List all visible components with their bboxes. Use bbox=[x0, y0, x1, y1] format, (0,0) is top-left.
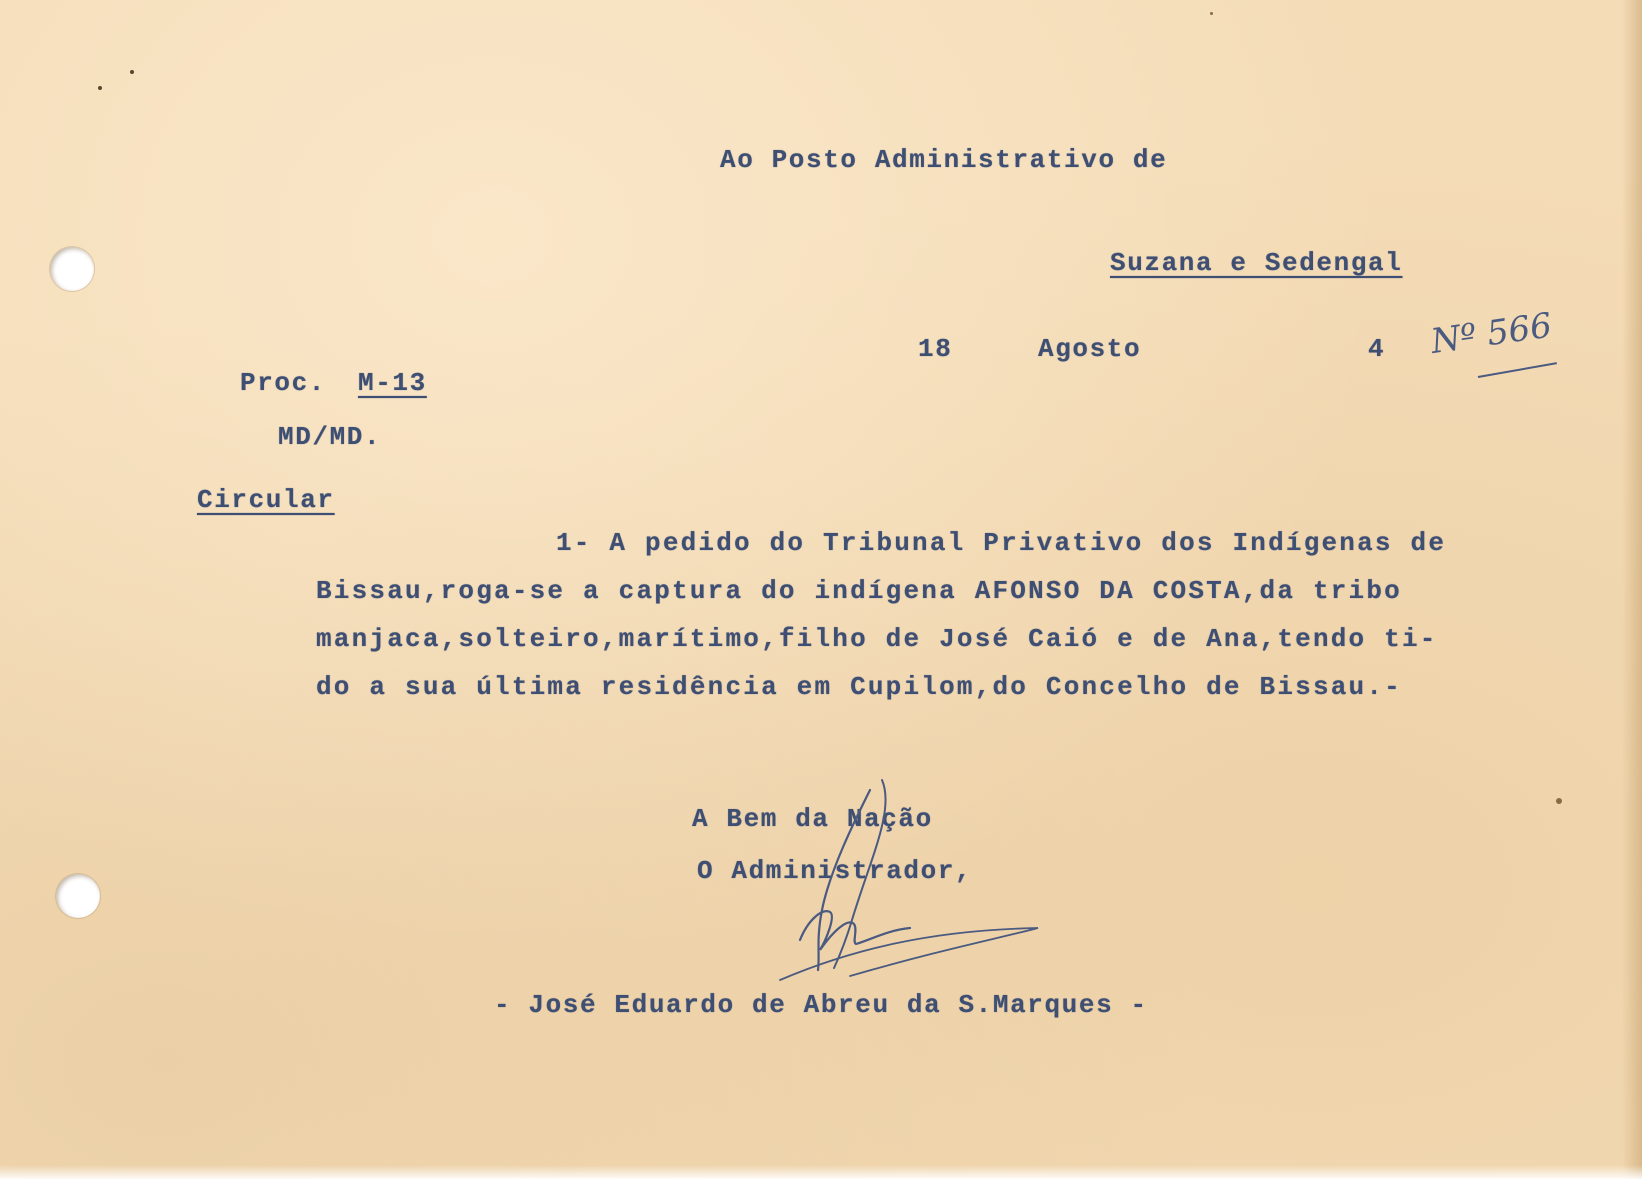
punch-hole-top bbox=[50, 247, 94, 291]
paper-speck bbox=[130, 70, 134, 74]
document-type: Circular bbox=[197, 485, 335, 515]
handwritten-number: Nº 566 bbox=[1428, 305, 1555, 362]
address-line: Ao Posto Administrativo de bbox=[720, 145, 1168, 175]
paper-edge-shadow bbox=[1622, 0, 1642, 1179]
date-day: 18 bbox=[918, 334, 953, 364]
date-month: Agosto bbox=[1038, 334, 1142, 364]
paper-speck bbox=[1210, 12, 1213, 15]
paper-speck bbox=[98, 86, 102, 90]
date-year: 4 bbox=[1368, 334, 1386, 364]
signatory-name: - José Eduardo de Abreu da S.Marques - bbox=[494, 990, 1148, 1020]
closing-salutation: A Bem da Nação bbox=[692, 804, 933, 834]
signature-scribble bbox=[760, 780, 1060, 1000]
paper-bottom-edge bbox=[0, 1165, 1642, 1179]
handwritten-underline bbox=[1478, 362, 1557, 378]
body-line: do a sua última residência em Cupilom,do Concelho de Bissau.- bbox=[316, 672, 1402, 702]
proc-code: M-13 bbox=[358, 368, 427, 398]
body-line: 1- A pedido do Tribunal Privativo dos Indígenas de bbox=[556, 528, 1447, 558]
initials: MD/MD. bbox=[278, 422, 382, 452]
body-line: Bissau,roga-se a captura do indígena AFONSO DA COSTA,da tribo bbox=[316, 576, 1402, 606]
body-line: manjaca,solteiro,marítimo,filho de José Caió e de Ana,tendo ti- bbox=[316, 624, 1438, 654]
closing-title: O Administrador, bbox=[697, 856, 973, 886]
punch-hole-bottom bbox=[56, 874, 100, 918]
recipient-name: Suzana e Sedengal bbox=[1110, 248, 1403, 278]
proc-label: Proc. bbox=[240, 368, 327, 398]
paper-speck bbox=[1556, 798, 1562, 804]
